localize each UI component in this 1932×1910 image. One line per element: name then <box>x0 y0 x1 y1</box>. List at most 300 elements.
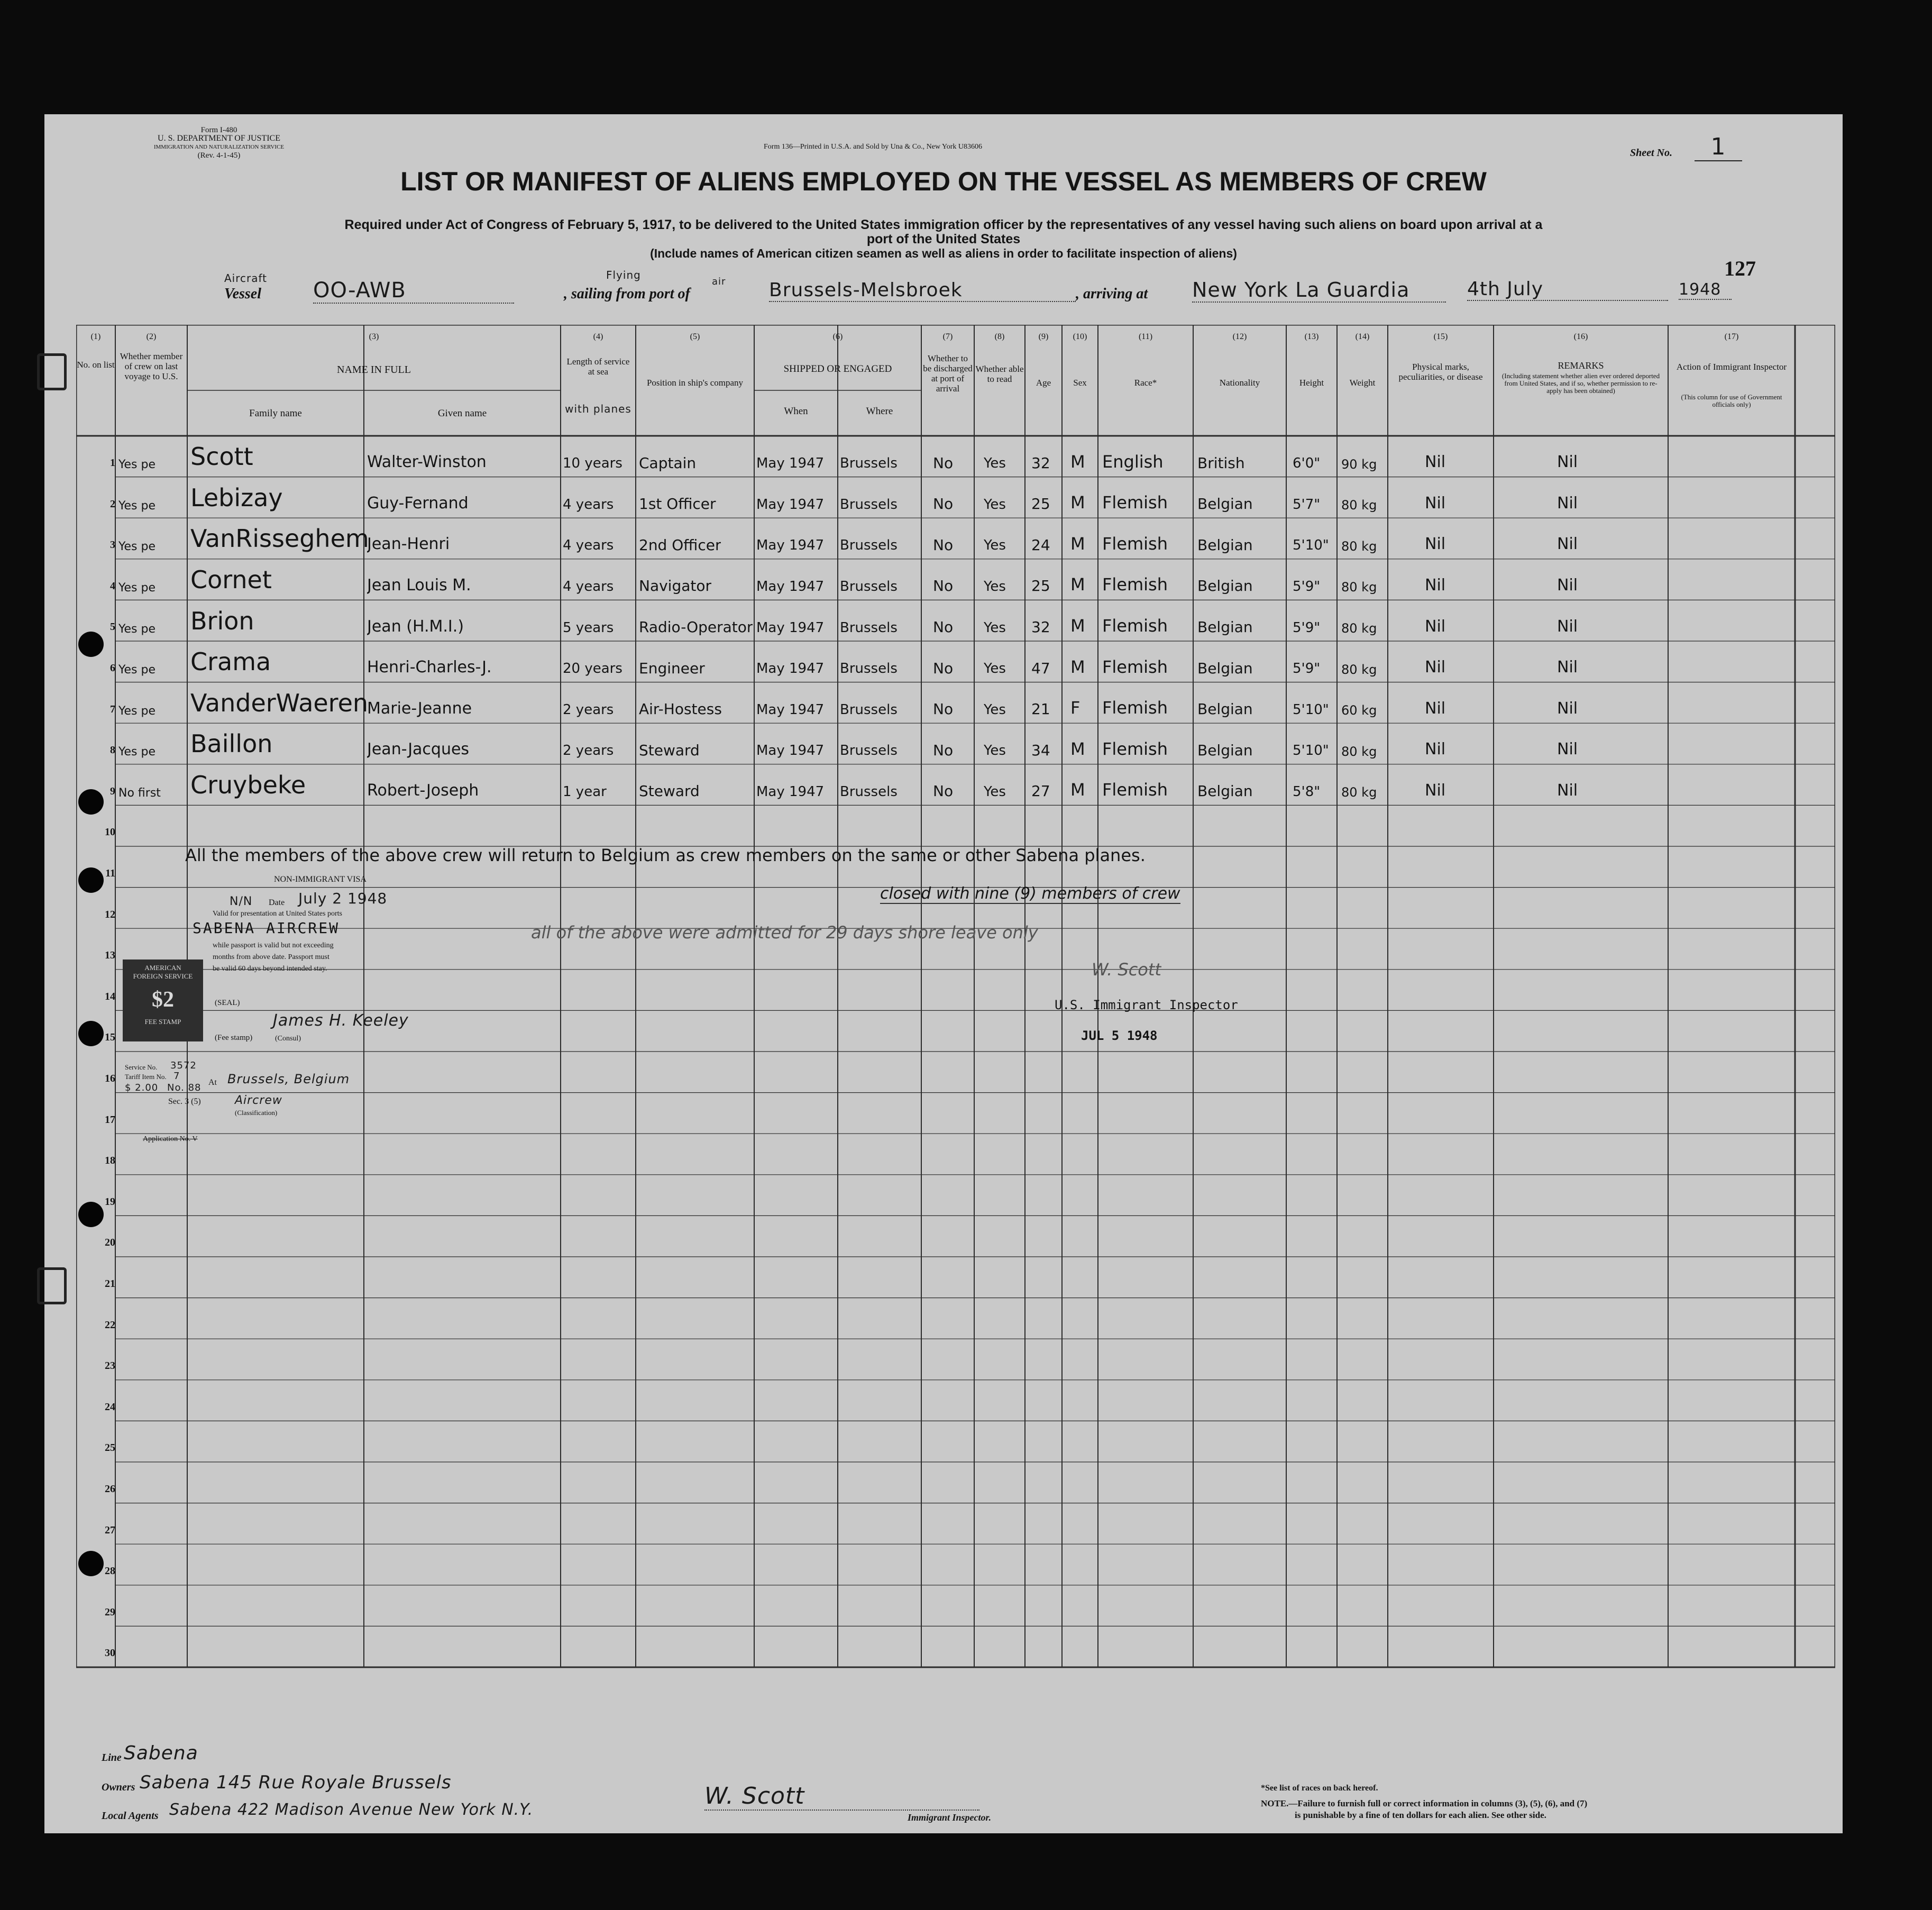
binder-hole <box>78 789 104 815</box>
shipped-where-cell: Brussels <box>840 661 898 677</box>
discharged-cell: No <box>933 618 954 636</box>
visa-at: Brussels, Belgium <box>227 1072 350 1086</box>
sex-cell: M <box>1070 451 1085 472</box>
visa-text-2: while passport is valid but not exceeding <box>213 942 334 949</box>
nationality-cell: Belgian <box>1197 495 1253 513</box>
height-cell: 5'8" <box>1293 783 1321 800</box>
row-number: 6 <box>110 662 115 674</box>
owners-value: Sabena 145 Rue Royale Brussels <box>140 1772 452 1793</box>
printer-line: Form 136—Printed in U.S.A. and Sold by Una & Co., New York U83606 <box>764 143 983 151</box>
given-name-cell: Jean-Henri <box>367 535 450 554</box>
header-physical-marks: Physical marks, peculiarities, or disease <box>1398 362 1483 382</box>
family-name-cell: Crama <box>190 647 271 677</box>
able-to-read-cell: Yes <box>984 455 1006 472</box>
aircraft-word: Aircraft <box>224 272 268 285</box>
discharged-cell: No <box>933 700 954 718</box>
sex-cell: F <box>1070 698 1081 718</box>
visa-tariff: 7 <box>173 1071 180 1082</box>
last-voyage-cell: Yes pe <box>118 499 156 513</box>
fee-stamp-value: $2 <box>152 988 174 1012</box>
consul-signature: James H. Keeley <box>273 1011 409 1030</box>
row-number: 28 <box>105 1565 115 1577</box>
row-number: 12 <box>105 908 115 920</box>
binder-hole <box>78 632 104 657</box>
able-to-read-cell: Yes <box>984 496 1006 513</box>
shipped-when-cell: May 1947 <box>756 619 825 636</box>
age-cell: 34 <box>1031 741 1050 759</box>
header-shipped-engaged: SHIPPED OR ENGAGED <box>783 363 892 374</box>
position-cell: Steward <box>639 782 700 800</box>
row-number: 23 <box>105 1360 115 1372</box>
given-name-cell: Marie-Jeanne <box>367 699 472 718</box>
nationality-cell: British <box>1197 454 1245 472</box>
sex-cell: M <box>1070 574 1085 595</box>
header-num-1: (1) <box>90 332 101 341</box>
family-name-cell: VanderWaeren <box>190 688 369 717</box>
shipped-where-cell: Brussels <box>840 496 898 513</box>
row-number: 7 <box>110 703 115 715</box>
nationality-cell: Belgian <box>1197 618 1253 636</box>
header-name-in-full: NAME IN FULL <box>337 364 411 376</box>
shipped-when-cell: May 1947 <box>756 661 825 677</box>
owners-label: Owners <box>102 1781 135 1793</box>
able-to-read-cell: Yes <box>984 701 1006 718</box>
nationality-cell: Belgian <box>1197 700 1253 718</box>
weight-cell: 80 kg <box>1341 580 1377 595</box>
visa-consul: (Consul) <box>275 1035 301 1043</box>
header-given-name: Given name <box>437 408 487 419</box>
header-no-on-list: No. on list <box>77 360 115 370</box>
visa-classification: (Classification) <box>235 1109 278 1117</box>
family-name-cell: Baillon <box>190 729 273 758</box>
header-num-16: (16) <box>1573 332 1588 341</box>
shipped-where-cell: Brussels <box>840 783 898 800</box>
physical-marks-cell: Nil <box>1425 658 1446 677</box>
shipped-where-cell: Brussels <box>840 537 898 554</box>
race-cell: Flemish <box>1102 574 1168 595</box>
binder-hole <box>78 1021 104 1046</box>
binder-hole <box>78 867 104 893</box>
last-voyage-cell: Yes pe <box>118 663 156 677</box>
date-stamp: JUL 5 1948 <box>1081 1028 1158 1043</box>
header-remarks-note: (Including statement whether alien ever ordered deported from United States, and if so, whether permission to re-apply has been obtained) <box>1501 372 1660 395</box>
weight-cell: 90 kg <box>1341 456 1377 472</box>
position-cell: Engineer <box>639 659 705 677</box>
header-family-name: Family name <box>249 408 302 419</box>
given-name-cell: Guy-Fernand <box>367 494 469 513</box>
discharged-cell: No <box>933 495 954 513</box>
line-value: Sabena <box>124 1742 198 1764</box>
header-inspector-note: (This column for use of Government officials only) <box>1681 393 1782 408</box>
service-length-cell: 4 years <box>563 496 614 513</box>
able-to-read-cell: Yes <box>984 578 1006 595</box>
visa-heading: NON-IMMIGRANT VISA <box>274 875 367 884</box>
height-cell: 5'9" <box>1293 578 1321 595</box>
sheet-label: Sheet No. <box>1630 147 1672 159</box>
family-name-cell: VanRisseghem <box>190 524 369 553</box>
weight-cell: 80 kg <box>1341 785 1377 800</box>
shipped-when-cell: May 1947 <box>756 701 825 718</box>
height-cell: 6'0" <box>1293 455 1321 472</box>
race-cell: Flemish <box>1102 738 1168 759</box>
height-cell: 5'10" <box>1293 743 1329 759</box>
visa-nn: N/N <box>230 895 253 908</box>
row-number: 2 <box>110 498 115 510</box>
header-where: Where <box>866 406 893 417</box>
row-number: 4 <box>110 580 115 592</box>
row-number: 8 <box>110 744 115 756</box>
visa-valid-text: Valid for presentation at United States ports <box>213 910 342 918</box>
shipped-where-cell: Brussels <box>840 701 898 718</box>
race-cell: English <box>1102 451 1164 472</box>
header-num-3: (3) <box>369 332 379 341</box>
discharged-cell: No <box>933 741 954 759</box>
visa-application: Application No. V <box>143 1135 198 1143</box>
race-cell: Flemish <box>1102 492 1168 513</box>
age-cell: 27 <box>1031 782 1050 800</box>
visa-fee-stamp: (Fee stamp) <box>215 1034 253 1042</box>
row-number: 13 <box>105 949 115 962</box>
visa-text-4: be valid 60 days beyond intended stay. <box>213 965 327 973</box>
paper-clip <box>37 353 67 390</box>
sex-cell: M <box>1070 780 1085 800</box>
position-cell: Air-Hostess <box>639 700 722 718</box>
last-voyage-cell: No first <box>118 786 161 800</box>
race-cell: Flemish <box>1102 698 1168 718</box>
nationality-cell: Belgian <box>1197 782 1253 800</box>
form-heading <box>118 126 319 160</box>
arrival-port: New York La Guardia <box>1192 278 1446 303</box>
header-length-of-service: Length of service at sea <box>566 357 630 377</box>
age-cell: 32 <box>1031 454 1050 472</box>
vessel-name: OO-AWB <box>313 278 514 304</box>
row-number: 25 <box>105 1442 115 1454</box>
binder-hole <box>78 1551 104 1576</box>
position-cell: Captain <box>639 454 697 472</box>
remarks-cell: Nil <box>1557 658 1578 677</box>
remarks-cell: Nil <box>1557 699 1578 718</box>
race-cell: Flemish <box>1102 533 1168 554</box>
remarks-cell: Nil <box>1557 740 1578 759</box>
flying-word: Flying <box>606 269 641 281</box>
age-cell: 25 <box>1031 577 1050 595</box>
subtitle-line-2: port of the United States <box>866 232 1021 246</box>
nationality-cell: Belgian <box>1197 536 1253 554</box>
visa-classification-value: Aircrew <box>235 1094 282 1107</box>
header-race: Race* <box>1134 378 1157 388</box>
subtitle <box>97 218 1790 261</box>
subtitle-line-1: Required under Act of Congress of February 5, 1917, to be delivered to the United States immigration officer by the representatives of any vessel having such aliens on board upon arrival at a <box>344 217 1543 232</box>
shipped-when-cell: May 1947 <box>756 496 825 513</box>
department: U. S. DEPARTMENT OF JUSTICE <box>158 134 280 143</box>
manifest-sheet <box>44 114 1843 1833</box>
nationality-cell: Belgian <box>1197 577 1253 595</box>
service-length-cell: 2 years <box>563 701 614 718</box>
last-voyage-cell: Yes pe <box>118 704 156 718</box>
remarks-cell: Nil <box>1557 494 1578 513</box>
row-number: 29 <box>105 1606 115 1618</box>
nationality-cell: Belgian <box>1197 659 1253 677</box>
sailing-label: , sailing from port of <box>564 286 690 302</box>
discharged-cell: No <box>933 536 954 554</box>
header-num-5: (5) <box>690 332 700 341</box>
line-label: Line <box>102 1752 122 1763</box>
sex-cell: M <box>1070 492 1085 513</box>
shipped-when-cell: May 1947 <box>756 537 825 554</box>
visa-seal: (SEAL) <box>215 999 240 1007</box>
physical-marks-cell: Nil <box>1425 494 1446 513</box>
fee-stamp-text-2: FOREIGN SERVICE <box>133 972 193 980</box>
row-number: 22 <box>105 1319 115 1331</box>
row-number: 9 <box>110 785 115 797</box>
last-voyage-cell: Yes pe <box>118 581 156 595</box>
visa-service-no: 3572 <box>170 1060 197 1071</box>
header-num-4: (4) <box>593 332 603 341</box>
age-cell: 47 <box>1031 659 1050 677</box>
row-number: 20 <box>105 1237 115 1249</box>
service-name: IMMIGRATION AND NATURALIZATION SERVICE <box>153 144 285 150</box>
able-to-read-cell: Yes <box>984 661 1006 677</box>
header-height: Height <box>1299 378 1324 388</box>
weight-cell: 60 kg <box>1341 703 1377 718</box>
last-voyage-cell: Yes pe <box>118 745 156 759</box>
voyage-line <box>224 269 1722 308</box>
header-num-11: (11) <box>1138 332 1153 341</box>
header-num-8: (8) <box>994 332 1005 341</box>
service-length-cell: 10 years <box>563 455 622 472</box>
age-cell: 24 <box>1031 536 1050 554</box>
header-num-13: (13) <box>1304 332 1319 341</box>
family-name-cell: Lebizay <box>190 483 283 512</box>
arrival-date: 4th July <box>1467 278 1668 301</box>
position-cell: 2nd Officer <box>639 536 721 554</box>
shipped-where-cell: Brussels <box>840 743 898 759</box>
header-num-2: (2) <box>146 332 157 341</box>
visa-tariff-label: Tariff Item No. <box>125 1073 167 1081</box>
physical-marks-cell: Nil <box>1425 740 1446 759</box>
remarks-cell: Nil <box>1557 781 1578 800</box>
row-number: 21 <box>105 1278 115 1290</box>
physical-marks-cell: Nil <box>1425 575 1446 595</box>
fee-stamp <box>123 959 203 1041</box>
height-cell: 5'10" <box>1293 537 1329 554</box>
visa-text-3: months from above date. Passport must <box>213 953 329 961</box>
fee-stamp-text-1: AMERICAN <box>144 964 181 972</box>
row-number: 3 <box>110 539 115 551</box>
header-able-to-read: Whether able to read <box>975 364 1024 384</box>
header-num-15: (15) <box>1433 332 1448 341</box>
sex-cell: M <box>1070 738 1085 759</box>
arrival-year: 1948 <box>1679 280 1732 300</box>
race-cell: Flemish <box>1102 656 1168 677</box>
air-word: air <box>712 276 726 287</box>
row-number: 19 <box>105 1195 115 1208</box>
row-number: 10 <box>105 826 115 838</box>
position-cell: Radio-Operator <box>639 618 753 636</box>
remarks-cell: Nil <box>1557 575 1578 595</box>
row-number: 17 <box>105 1113 115 1126</box>
header-last-voyage: Whether member of crew on last voyage to U.S. <box>120 351 183 381</box>
page-number: 127 <box>1724 257 1756 280</box>
discharged-cell: No <box>933 454 954 472</box>
header-remarks: REMARKS <box>1558 360 1604 371</box>
footer-details <box>102 1742 578 1829</box>
physical-marks-cell: Nil <box>1425 535 1446 554</box>
owners-row <box>102 1772 578 1801</box>
visa-no: No. 88 <box>167 1082 202 1093</box>
height-cell: 5'7" <box>1293 496 1321 513</box>
given-name-cell: Jean (H.M.I.) <box>367 617 464 636</box>
age-cell: 21 <box>1031 700 1050 718</box>
arriving-label: , arriving at <box>1076 286 1148 302</box>
shipped-when-cell: May 1947 <box>756 455 825 472</box>
header-discharged: Whether to be discharged at port of arrival <box>923 353 973 394</box>
last-voyage-cell: Yes pe <box>118 622 156 636</box>
family-name-cell: Cornet <box>190 565 272 594</box>
row-number: 26 <box>105 1483 115 1495</box>
header-num-14: (14) <box>1355 332 1370 341</box>
row-number: 5 <box>110 621 115 633</box>
physical-marks-cell: Nil <box>1425 781 1446 800</box>
shipped-where-cell: Brussels <box>840 578 898 595</box>
form-number: Form I-480 <box>200 126 237 134</box>
header-when: When <box>784 406 808 417</box>
revision: (Rev. 4-1-45) <box>197 151 241 160</box>
height-cell: 5'9" <box>1293 619 1321 636</box>
service-length-cell: 1 year <box>563 783 607 800</box>
remarks-cell: Nil <box>1557 453 1578 472</box>
header-position: Position in ship's company <box>646 378 744 388</box>
header-age: Age <box>1036 378 1051 388</box>
physical-marks-cell: Nil <box>1425 617 1446 636</box>
agents-label: Local Agents <box>102 1810 159 1822</box>
header-num-9: (9) <box>1038 332 1049 341</box>
header-num-10: (10) <box>1073 332 1087 341</box>
agents-value: Sabena 422 Madison Avenue New York N.Y. <box>169 1801 534 1819</box>
last-voyage-cell: Yes pe <box>118 540 156 554</box>
weight-cell: 80 kg <box>1341 744 1377 759</box>
weight-cell: 80 kg <box>1341 662 1377 677</box>
sex-cell: M <box>1070 616 1085 636</box>
last-voyage-cell: Yes pe <box>118 458 156 472</box>
row-number: 11 <box>105 867 115 879</box>
family-name-cell: Scott <box>190 442 253 471</box>
remarks-cell: Nil <box>1557 617 1578 636</box>
sex-cell: M <box>1070 656 1085 677</box>
agents-row <box>102 1801 578 1829</box>
row-number: 27 <box>105 1524 115 1536</box>
header-inspector-action: Action of Immigrant Inspector <box>1676 362 1787 372</box>
note-row-11: closed with nine (9) members of crew <box>880 884 1180 903</box>
weight-cell: 80 kg <box>1341 498 1377 513</box>
given-name-cell: Robert-Joseph <box>367 781 479 800</box>
race-cell: Flemish <box>1102 780 1168 800</box>
sex-cell: M <box>1070 533 1085 554</box>
crew-table <box>76 325 1835 1773</box>
shipped-when-cell: May 1947 <box>756 743 825 759</box>
header-sex: Sex <box>1073 378 1087 388</box>
visa-date: July 2 1948 <box>298 890 388 907</box>
shipped-where-cell: Brussels <box>840 619 898 636</box>
footer-note-2: is punishable by a fine of ten dollars for each alien. See other side. <box>1295 1810 1546 1820</box>
visa-sec: Sec. 3 (5) <box>168 1097 201 1106</box>
physical-marks-cell: Nil <box>1425 453 1446 472</box>
given-name-cell: Walter-Winston <box>367 453 487 472</box>
header-nationality: Nationality <box>1219 378 1260 388</box>
discharged-cell: No <box>933 782 954 800</box>
note-row-10: All the members of the above crew will return to Belgium as crew members on the same or other Sabena planes. <box>185 845 1146 865</box>
visa-at-label: At <box>208 1078 217 1087</box>
age-cell: 32 <box>1031 618 1050 636</box>
able-to-read-cell: Yes <box>984 783 1006 800</box>
remarks-cell: Nil <box>1557 535 1578 554</box>
line-row <box>102 1742 578 1772</box>
row-number: 16 <box>105 1073 115 1084</box>
able-to-read-cell: Yes <box>984 619 1006 636</box>
visa-sabena-aircrew: SABENA AIRCREW <box>193 919 340 937</box>
position-cell: Navigator <box>639 577 712 595</box>
visa-date-label: Date <box>269 898 285 907</box>
row-number: 18 <box>105 1155 115 1167</box>
inspector-signature: W. Scott <box>704 1783 979 1811</box>
binder-hole <box>78 1202 104 1227</box>
service-length-cell: 4 years <box>563 578 614 595</box>
nationality-cell: Belgian <box>1197 741 1253 759</box>
height-cell: 5'9" <box>1293 661 1321 677</box>
shipped-when-cell: May 1947 <box>756 783 825 800</box>
paper-clip <box>37 1267 67 1304</box>
given-name-cell: Jean-Jacques <box>367 740 470 759</box>
row-13-signature: W. Scott <box>1092 959 1161 980</box>
family-name-cell: Brion <box>190 606 254 635</box>
departure-port: Brussels-Melsbroek <box>769 279 1076 302</box>
able-to-read-cell: Yes <box>984 743 1006 759</box>
age-cell: 25 <box>1031 495 1050 513</box>
physical-marks-cell: Nil <box>1425 699 1446 718</box>
header-num-7: (7) <box>942 332 953 341</box>
shipped-when-cell: May 1947 <box>756 578 825 595</box>
able-to-read-cell: Yes <box>984 537 1006 554</box>
visa-service-no-label: Service No. <box>125 1063 158 1071</box>
header-num-17: (17) <box>1724 332 1739 341</box>
service-length-cell: 5 years <box>563 619 614 636</box>
height-cell: 5'10" <box>1293 701 1329 718</box>
given-name-cell: Jean Louis M. <box>367 575 471 595</box>
discharged-cell: No <box>933 659 954 677</box>
header-with-planes: with planes <box>565 403 631 415</box>
row-number: 14 <box>105 990 115 1002</box>
header-num-12: (12) <box>1232 332 1247 341</box>
note-row-12: all of the above were admitted for 29 days shore leave only <box>531 922 1038 943</box>
row-number: 15 <box>105 1031 115 1044</box>
inspector-stamp: U.S. Immigrant Inspector <box>1055 998 1238 1012</box>
service-length-cell: 20 years <box>563 661 622 677</box>
inspector-label: Immigrant Inspector. <box>908 1812 992 1823</box>
service-length-cell: 4 years <box>563 537 614 554</box>
row-number: 30 <box>105 1647 115 1659</box>
position-cell: 1st Officer <box>639 495 716 513</box>
service-length-cell: 2 years <box>563 743 614 759</box>
race-note: *See list of races on back hereof. <box>1261 1784 1378 1793</box>
discharged-cell: No <box>933 577 954 595</box>
position-cell: Steward <box>639 741 700 759</box>
row-number: 24 <box>105 1401 115 1413</box>
fee-stamp-text-3: FEE STAMP <box>144 1018 181 1026</box>
row-number: 1 <box>110 457 115 469</box>
header-weight: Weight <box>1349 378 1376 388</box>
vessel-label: Vessel <box>224 286 261 302</box>
family-name-cell: Cruybeke <box>190 770 306 799</box>
